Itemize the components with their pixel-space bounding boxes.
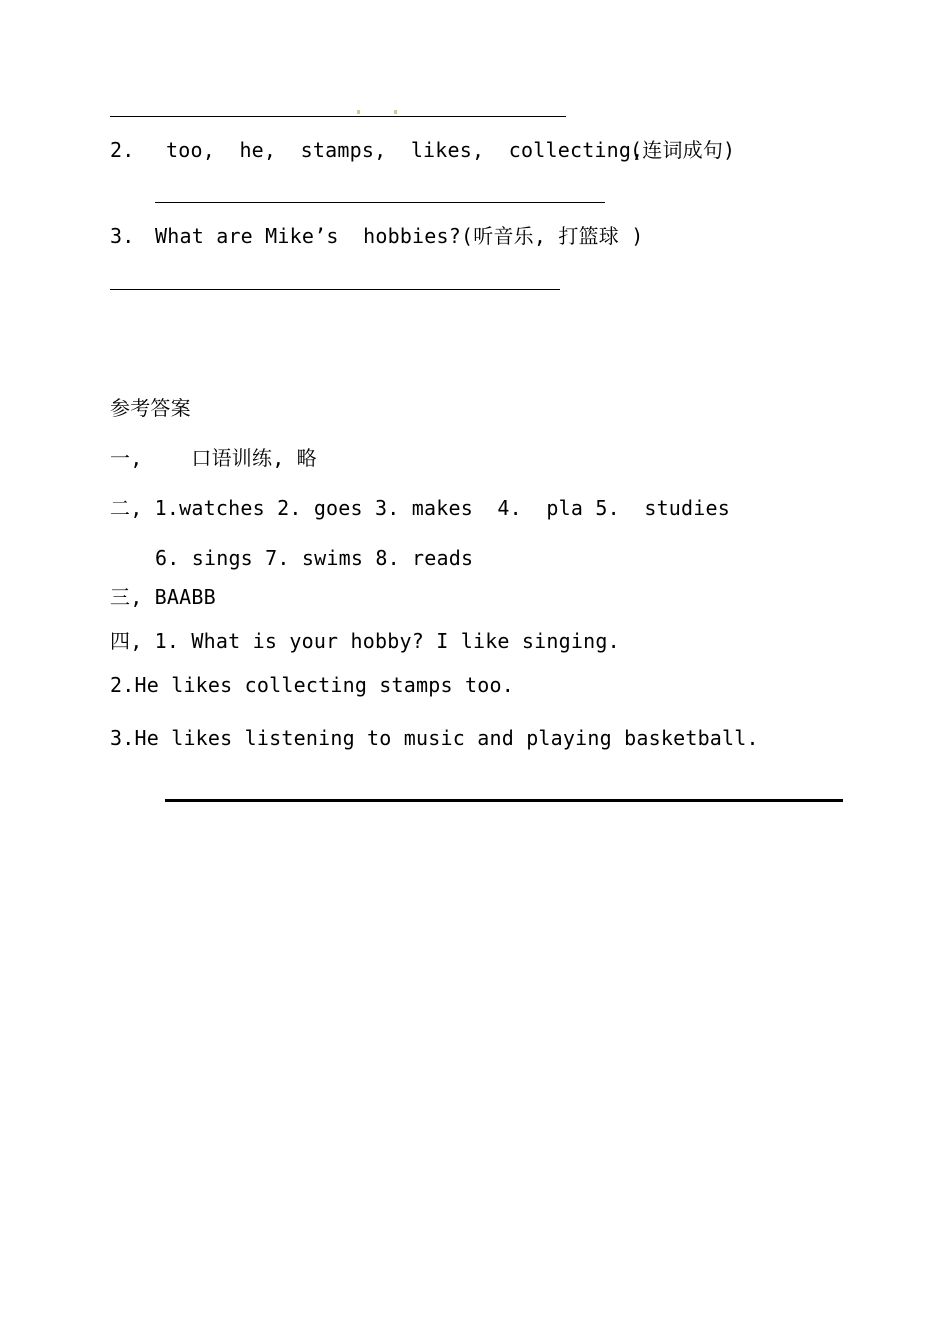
q2-words: too, he, stamps, likes, collecting, xyxy=(166,138,644,162)
q2-instruction: (连词成句) xyxy=(630,138,736,162)
answers-part1: 一, 口语训练, 略 xyxy=(110,446,317,470)
answers-part4-line1: 四, 1. What is your hobby? I like singing. xyxy=(110,629,620,653)
answers-part4-line3: 3.He likes listening to music and playing basketball. xyxy=(110,726,759,750)
marker-dot xyxy=(357,110,360,114)
q3-text: What are Mike’s hobbies?(听音乐, 打篮球 ) xyxy=(155,224,644,248)
answers-part4-line2: 2.He likes collecting stamps too. xyxy=(110,673,514,697)
marker-dot xyxy=(394,110,397,114)
answers-heading: 参考答案 xyxy=(110,396,191,420)
bottom-divider xyxy=(165,799,843,802)
q2-number: 2. xyxy=(110,138,135,162)
answer-line-3 xyxy=(110,289,560,290)
answer-line-2 xyxy=(155,202,605,203)
q3-number: 3. xyxy=(110,224,135,248)
answers-part2-line2: 6. sings 7. swims 8. reads xyxy=(155,546,474,570)
answers-part2-line1: 二, 1.watches 2. goes 3. makes 4. pla 5. studies xyxy=(110,496,731,520)
answers-part3: 三, BAABB xyxy=(110,585,216,609)
answer-line-1 xyxy=(110,116,566,117)
